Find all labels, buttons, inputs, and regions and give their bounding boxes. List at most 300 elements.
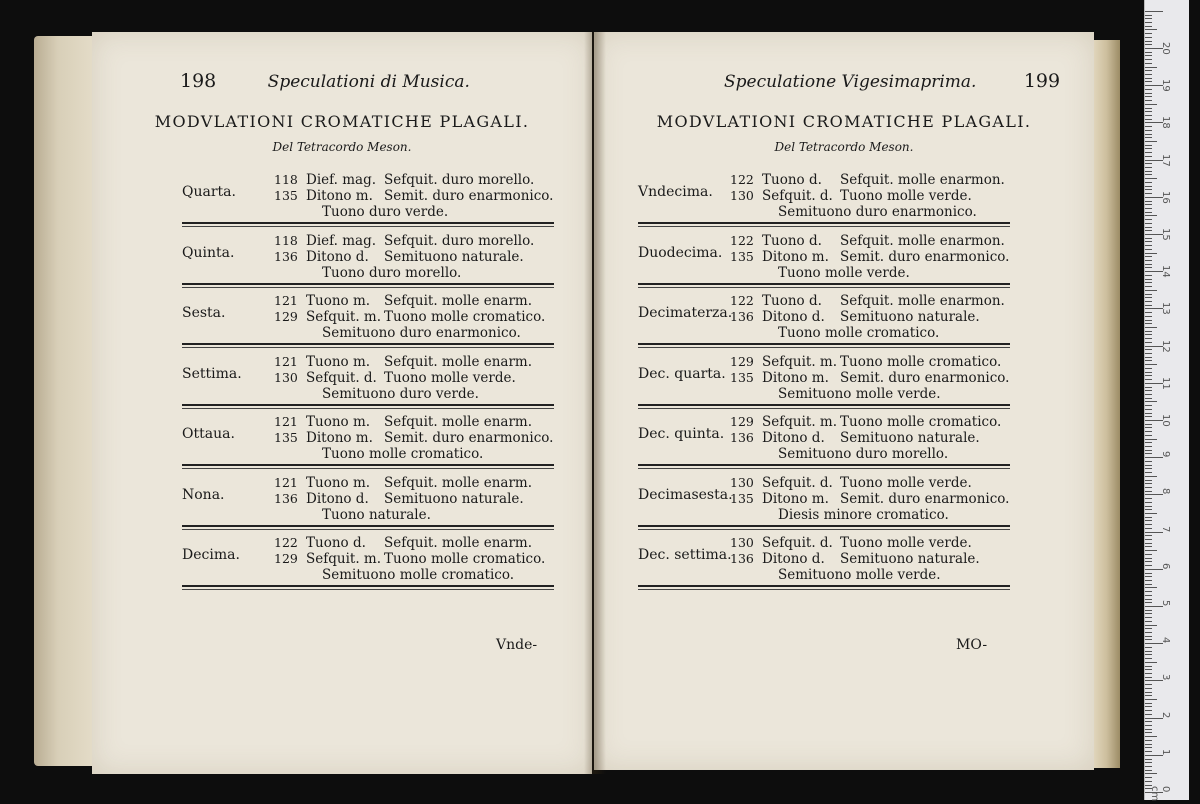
ruler-tick <box>1145 732 1152 733</box>
ruler-tick <box>1145 349 1152 350</box>
ruler-tick <box>1145 725 1152 726</box>
ruler-tick <box>1145 238 1152 239</box>
entry-line-2 <box>274 249 524 265</box>
ruler-tick <box>1145 517 1152 518</box>
ruler-tick <box>1145 639 1152 640</box>
ruler-tick <box>1145 584 1152 585</box>
ruler-tick <box>1145 372 1152 373</box>
ruler-tick <box>1145 461 1152 462</box>
entry-number: 118 <box>274 232 298 248</box>
ruler-tick <box>1145 115 1152 116</box>
ruler-tick <box>1145 747 1152 748</box>
ruler-tick <box>1145 227 1152 228</box>
entry-description: Tuono molle cromatico. <box>384 309 546 325</box>
entry-interval: Sefquit. m. <box>306 551 381 567</box>
entry-result: Semituono duro verde. <box>322 385 479 402</box>
entry-result: Tuono molle verde. <box>778 264 910 281</box>
ruler-tick <box>1145 513 1157 514</box>
right-page-header <box>724 70 1060 92</box>
ruler-tick <box>1145 506 1152 507</box>
ruler-label: 1 <box>1160 748 1171 756</box>
ruler-tick <box>1145 387 1152 388</box>
entry-result: Tuono molle cromatico. <box>322 446 484 462</box>
entry-label: Decimasesta. <box>638 486 733 503</box>
entry-description: Tuono molle verde. <box>840 535 972 551</box>
ruler-tick <box>1145 714 1152 715</box>
ruler-tick <box>1145 613 1152 614</box>
ruler-tick <box>1145 744 1152 745</box>
ruler-tick <box>1145 587 1157 588</box>
entry-line-1 <box>274 354 532 370</box>
ruler-tick <box>1145 669 1152 670</box>
entry-interval: Ditono m. <box>306 430 373 446</box>
entry-divider <box>638 529 1010 530</box>
ruler-tick <box>1145 394 1152 395</box>
ruler-tick <box>1145 26 1152 27</box>
ruler-tick <box>1145 677 1152 678</box>
ruler-tick <box>1145 156 1152 157</box>
entry-result: Tuono duro verde. <box>322 204 449 220</box>
entry-interval: Ditono m. <box>306 188 373 204</box>
ruler-tick <box>1145 651 1152 652</box>
ruler-tick <box>1145 424 1152 425</box>
entry-number: 135 <box>274 188 298 203</box>
entry-description: Tuono molle cromatico. <box>840 414 1002 430</box>
entry-label: Vndecima. <box>638 184 713 200</box>
ruler-tick <box>1145 416 1152 417</box>
ruler-label: 20 <box>1160 42 1171 55</box>
entry-divider <box>638 468 1010 469</box>
ruler-tick <box>1145 491 1152 492</box>
entry-label: Dec. settima. <box>638 547 732 563</box>
ruler-tick <box>1145 305 1152 306</box>
ruler-label: 9 <box>1160 451 1171 458</box>
ruler-tick <box>1145 673 1152 674</box>
ruler-label: 11 <box>1160 376 1171 390</box>
ruler-tick <box>1145 15 1152 16</box>
ruler-tick <box>1145 543 1152 544</box>
ruler-tick <box>1145 442 1152 443</box>
ruler-tick <box>1145 476 1157 477</box>
ruler-tick <box>1145 256 1152 257</box>
ruler-tick <box>1145 167 1152 168</box>
ruler-tick <box>1145 450 1152 451</box>
entry-label: Ottaua. <box>182 426 235 442</box>
ruler-tick <box>1145 126 1152 127</box>
ruler-tick <box>1145 275 1152 276</box>
ruler-tick <box>1145 401 1157 402</box>
ruler-label: 10 <box>1160 414 1171 427</box>
entry-label: Duodecima. <box>638 244 723 261</box>
ruler-tick <box>1145 539 1152 540</box>
ruler-tick <box>1145 368 1152 369</box>
entry-divider <box>182 408 554 409</box>
entry-interval: Tuono d. <box>762 293 822 309</box>
entry-result: Semituono molle cromatico. <box>322 567 515 583</box>
entry-interval: Sefquit. m. <box>762 414 837 430</box>
ruler-tick <box>1145 409 1152 410</box>
ruler-tick <box>1145 468 1152 469</box>
ruler-tick <box>1145 18 1152 19</box>
entry-divider <box>638 585 1010 587</box>
entry-label: Sesta. <box>182 305 226 321</box>
left-page-number: 198 <box>180 70 217 92</box>
entry-interval: Ditono d. <box>762 551 825 567</box>
entry-interval: Tuono m. <box>306 353 371 370</box>
ruler-tick <box>1145 11 1163 12</box>
ruler-tick <box>1145 766 1152 767</box>
ruler-tick <box>1145 297 1152 298</box>
ruler-tick <box>1145 223 1152 224</box>
ruler-tick <box>1145 70 1152 71</box>
entry-divider <box>182 464 554 466</box>
ruler-tick <box>1145 148 1152 149</box>
entry-interval: Sefquit. m. <box>306 309 381 325</box>
entry-interval: Ditono d. <box>306 248 369 265</box>
ruler-tick <box>1145 74 1152 75</box>
ruler-tick <box>1145 580 1152 581</box>
entry-line-1 <box>730 172 1005 188</box>
ruler-tick <box>1145 186 1152 187</box>
ruler-tick <box>1145 550 1157 551</box>
entry-number: 136 <box>274 248 298 264</box>
ruler-tick <box>1145 323 1152 324</box>
entry-divider <box>638 589 1010 590</box>
entry-number: 130 <box>274 369 298 385</box>
ruler-tick <box>1145 729 1152 730</box>
entry-divider <box>182 585 554 587</box>
ruler-label: 2 <box>1160 711 1171 718</box>
ruler-tick <box>1145 390 1152 391</box>
ruler-tick <box>1145 736 1157 737</box>
ruler-tick <box>1145 364 1157 365</box>
entry-label: Settima. <box>182 365 242 382</box>
entry-line-2 <box>274 309 545 325</box>
entry-number: 135 <box>730 369 754 385</box>
ruler-tick <box>1145 480 1152 481</box>
entry-number: 136 <box>730 430 754 445</box>
right-catchword: MO- <box>956 637 988 653</box>
ruler-tick <box>1145 212 1152 213</box>
ruler-tick <box>1145 680 1163 681</box>
ruler-tick <box>1145 706 1152 707</box>
entry-interval: Tuono m. <box>306 293 371 309</box>
ruler-tick <box>1145 201 1152 202</box>
ruler-tick <box>1145 759 1152 760</box>
ruler-tick <box>1145 245 1152 246</box>
entry-number: 136 <box>274 490 298 506</box>
ruler-label: 3 <box>1160 674 1171 681</box>
entry-description: Sefquit. molle enarmon. <box>840 232 1005 249</box>
entry-line-1 <box>274 535 532 551</box>
entry-description: Semituono naturale. <box>384 248 524 265</box>
entry-description: Semituono naturale. <box>384 490 524 507</box>
entry-divider <box>182 404 554 406</box>
ruler-tick <box>1145 520 1152 521</box>
entry-divider <box>638 283 1010 285</box>
ruler-tick <box>1145 331 1152 332</box>
ruler-tick <box>1145 178 1157 179</box>
ruler-tick <box>1145 528 1152 529</box>
ruler-tick <box>1145 230 1152 231</box>
entry-number: 135 <box>730 490 754 506</box>
ruler-tick <box>1145 301 1152 302</box>
entry-line-1 <box>274 414 532 430</box>
ruler-label: 14 <box>1160 265 1171 278</box>
entry-number: 121 <box>274 293 298 308</box>
entry-description: Tuono molle cromatico. <box>384 551 546 567</box>
entry-divider <box>638 525 1010 527</box>
entry-description: Tuono molle verde. <box>840 474 972 491</box>
ruler-tick <box>1145 241 1152 242</box>
ruler-tick <box>1145 666 1152 667</box>
ruler-tick <box>1145 398 1152 399</box>
ruler-tick <box>1145 204 1152 205</box>
entry-number: 122 <box>730 293 754 308</box>
left-page-edges <box>34 36 94 766</box>
ruler-tick <box>1145 41 1152 42</box>
entry-label: Quinta. <box>182 244 235 261</box>
entry-description: Tuono molle cromatico. <box>840 353 1002 370</box>
entry-number: 118 <box>274 172 298 187</box>
entry-line-1 <box>730 475 972 491</box>
entry-label: Nona. <box>182 486 225 503</box>
entry-divider <box>638 226 1010 227</box>
entry-interval: Sefquit. d. <box>762 188 833 204</box>
measuring-ruler <box>1144 0 1189 800</box>
ruler-tick <box>1145 561 1152 562</box>
entry-interval: Sefquit. m. <box>762 353 837 370</box>
ruler-tick <box>1145 334 1152 335</box>
entry-interval: Dief. mag. <box>306 172 377 188</box>
ruler-tick <box>1145 134 1152 135</box>
ruler-tick <box>1145 684 1152 685</box>
entry-line-2 <box>274 491 524 507</box>
ruler-label: 18 <box>1160 116 1171 130</box>
ruler-tick <box>1145 591 1152 592</box>
entry-line-2 <box>730 249 1009 265</box>
ruler-tick <box>1145 777 1152 778</box>
ruler-tick <box>1145 264 1152 265</box>
entry-description: Semit. duro enarmonico. <box>384 188 554 204</box>
ruler-tick <box>1145 22 1152 23</box>
entry-divider <box>182 222 554 224</box>
ruler-tick <box>1145 63 1152 64</box>
ruler-tick <box>1145 193 1152 194</box>
entry-interval: Tuono m. <box>306 414 371 430</box>
entry-line-1 <box>730 354 1001 370</box>
entry-line-2 <box>274 430 553 446</box>
ruler-tick <box>1145 654 1152 655</box>
ruler-tick <box>1145 375 1152 376</box>
entry-interval: Dief. mag. <box>306 232 377 249</box>
ruler-tick <box>1145 141 1157 142</box>
right-page-number: 199 <box>1023 70 1061 92</box>
entry-label: Quarta. <box>182 184 236 200</box>
ruler-tick <box>1145 565 1152 566</box>
entry-label: Decima. <box>182 547 240 563</box>
ruler-tick <box>1145 130 1152 131</box>
entry-description: Semit. duro enarmonico. <box>840 369 1010 386</box>
ruler-tick <box>1145 721 1152 722</box>
entry-line-1 <box>730 414 1001 430</box>
ruler-tick <box>1145 472 1152 473</box>
ruler-tick <box>1145 137 1152 138</box>
left-page <box>92 32 592 774</box>
ruler-tick <box>1145 320 1152 321</box>
entry-interval: Ditono d. <box>762 430 825 446</box>
entry-line-1 <box>274 475 532 491</box>
entry-number: 129 <box>274 309 298 324</box>
ruler-tick <box>1145 453 1152 454</box>
ruler-tick <box>1145 465 1152 466</box>
left-page-header <box>180 70 470 92</box>
ruler-tick <box>1145 692 1152 693</box>
ruler-tick <box>1145 625 1157 626</box>
entry-line-1 <box>730 233 1005 249</box>
ruler-tick <box>1145 558 1152 559</box>
ruler-label: 5 <box>1160 600 1171 607</box>
entry-description: Sefquit. molle enarmon. <box>840 293 1005 309</box>
ruler-tick <box>1145 67 1157 68</box>
book-gutter <box>584 32 606 774</box>
entry-divider <box>182 283 554 285</box>
ruler-tick <box>1145 93 1152 94</box>
ruler-tick <box>1145 770 1152 771</box>
ruler-tick <box>1145 439 1157 440</box>
ruler-tick <box>1145 524 1152 525</box>
entry-divider <box>638 222 1010 224</box>
ruler-tick <box>1145 762 1152 763</box>
entry-divider <box>182 347 554 348</box>
entry-description: Semit. duro enarmonico. <box>840 490 1010 507</box>
entry-divider <box>182 343 554 345</box>
ruler-tick <box>1145 688 1152 689</box>
ruler-tick <box>1145 535 1152 536</box>
ruler-tick <box>1145 104 1157 105</box>
entry-number: 130 <box>730 535 754 550</box>
ruler-tick <box>1145 111 1152 112</box>
entry-divider <box>638 347 1010 348</box>
ruler-tick <box>1145 215 1157 216</box>
entry-description: Semituono naturale. <box>840 551 980 567</box>
ruler-tick <box>1145 249 1152 250</box>
ruler-tick <box>1145 446 1152 447</box>
entry-divider <box>638 287 1010 288</box>
entry-description: Tuono molle verde. <box>384 369 516 386</box>
ruler-tick <box>1145 576 1152 577</box>
entry-number: 129 <box>730 353 754 369</box>
entry-interval: Sefquit. d. <box>306 369 377 386</box>
entry-number: 122 <box>730 232 754 248</box>
entry-result: Diesis minore cromatico. <box>778 506 949 523</box>
entry-description: Sefquit. molle enarm. <box>384 535 533 551</box>
entry-interval: Tuono d. <box>306 535 366 551</box>
entry-number: 135 <box>274 430 298 445</box>
ruler-tick <box>1145 610 1152 611</box>
ruler-label: 7 <box>1160 525 1171 532</box>
entry-interval: Ditono m. <box>762 490 829 507</box>
ruler-label: 6 <box>1160 562 1171 570</box>
entry-interval: Ditono d. <box>762 309 825 325</box>
ruler-tick <box>1145 163 1152 164</box>
entry-interval: Ditono m. <box>762 369 829 386</box>
ruler-tick <box>1145 379 1152 380</box>
entry-line-2 <box>730 370 1009 386</box>
entry-number: 136 <box>730 551 754 566</box>
ruler-tick <box>1145 431 1152 432</box>
entry-description: Sefquit. duro morello. <box>384 172 535 188</box>
entry-description: Sefquit. molle enarmon. <box>840 172 1005 188</box>
ruler-tick <box>1145 632 1152 633</box>
entry-number: 121 <box>274 414 298 429</box>
entry-divider <box>182 529 554 530</box>
right-page-title: MODVLATIONI CROMATICHE PLAGALI. <box>656 112 1032 131</box>
ruler-tick <box>1145 662 1157 663</box>
left-page-subtitle: Del Tetracordo Meson. <box>272 140 412 154</box>
entry-line-2 <box>274 370 516 386</box>
entry-result: Tuono naturale. <box>322 506 431 523</box>
ruler-label: 15 <box>1160 228 1171 241</box>
ruler-label: 0 cm <box>1149 786 1171 802</box>
entry-number: 135 <box>730 248 754 264</box>
entry-result: Semituono duro enarmonico. <box>322 325 521 341</box>
left-running-title: Speculationi di Musica. <box>267 72 470 92</box>
ruler-tick <box>1145 751 1152 752</box>
ruler-label: 19 <box>1160 79 1171 92</box>
entry-interval: Sefquit. d. <box>762 535 833 551</box>
ruler-tick <box>1145 658 1152 659</box>
ruler-tick <box>1145 29 1157 30</box>
entry-interval: Ditono m. <box>762 248 829 265</box>
right-page-edges <box>1090 40 1120 768</box>
ruler-tick <box>1145 145 1152 146</box>
ruler-tick <box>1145 253 1157 254</box>
entry-line-1 <box>274 172 534 188</box>
entry-label: Dec. quarta. <box>638 365 726 382</box>
ruler-tick <box>1145 617 1152 618</box>
ruler-tick <box>1145 699 1157 700</box>
entry-line-2 <box>730 188 972 204</box>
entry-description: Semituono naturale. <box>840 309 980 325</box>
ruler-tick <box>1145 405 1152 406</box>
ruler-tick <box>1145 502 1152 503</box>
entry-divider <box>638 404 1010 406</box>
ruler-tick <box>1145 487 1152 488</box>
ruler-tick <box>1145 573 1152 574</box>
entry-line-2 <box>730 491 1009 507</box>
left-catchword: Vnde- <box>496 637 538 653</box>
ruler-tick <box>1145 171 1152 172</box>
entry-result: Tuono molle cromatico. <box>778 325 940 341</box>
entry-divider <box>638 343 1010 345</box>
entry-number: 129 <box>730 414 754 429</box>
entry-number: 121 <box>274 474 298 490</box>
ruler-tick <box>1145 427 1152 428</box>
ruler-tick <box>1145 294 1152 295</box>
ruler-tick <box>1145 360 1152 361</box>
entry-label: Decimaterza. <box>638 305 733 321</box>
ruler-tick <box>1145 55 1152 56</box>
ruler-tick <box>1145 59 1152 60</box>
entry-line-2 <box>274 188 553 204</box>
entry-number: 122 <box>730 172 754 187</box>
entry-number: 121 <box>274 353 298 369</box>
entry-description: Semit. duro enarmonico. <box>840 248 1010 265</box>
entry-number: 122 <box>274 535 298 550</box>
ruler-tick <box>1145 353 1152 354</box>
entry-description: Sefquit. molle enarm. <box>384 293 533 309</box>
